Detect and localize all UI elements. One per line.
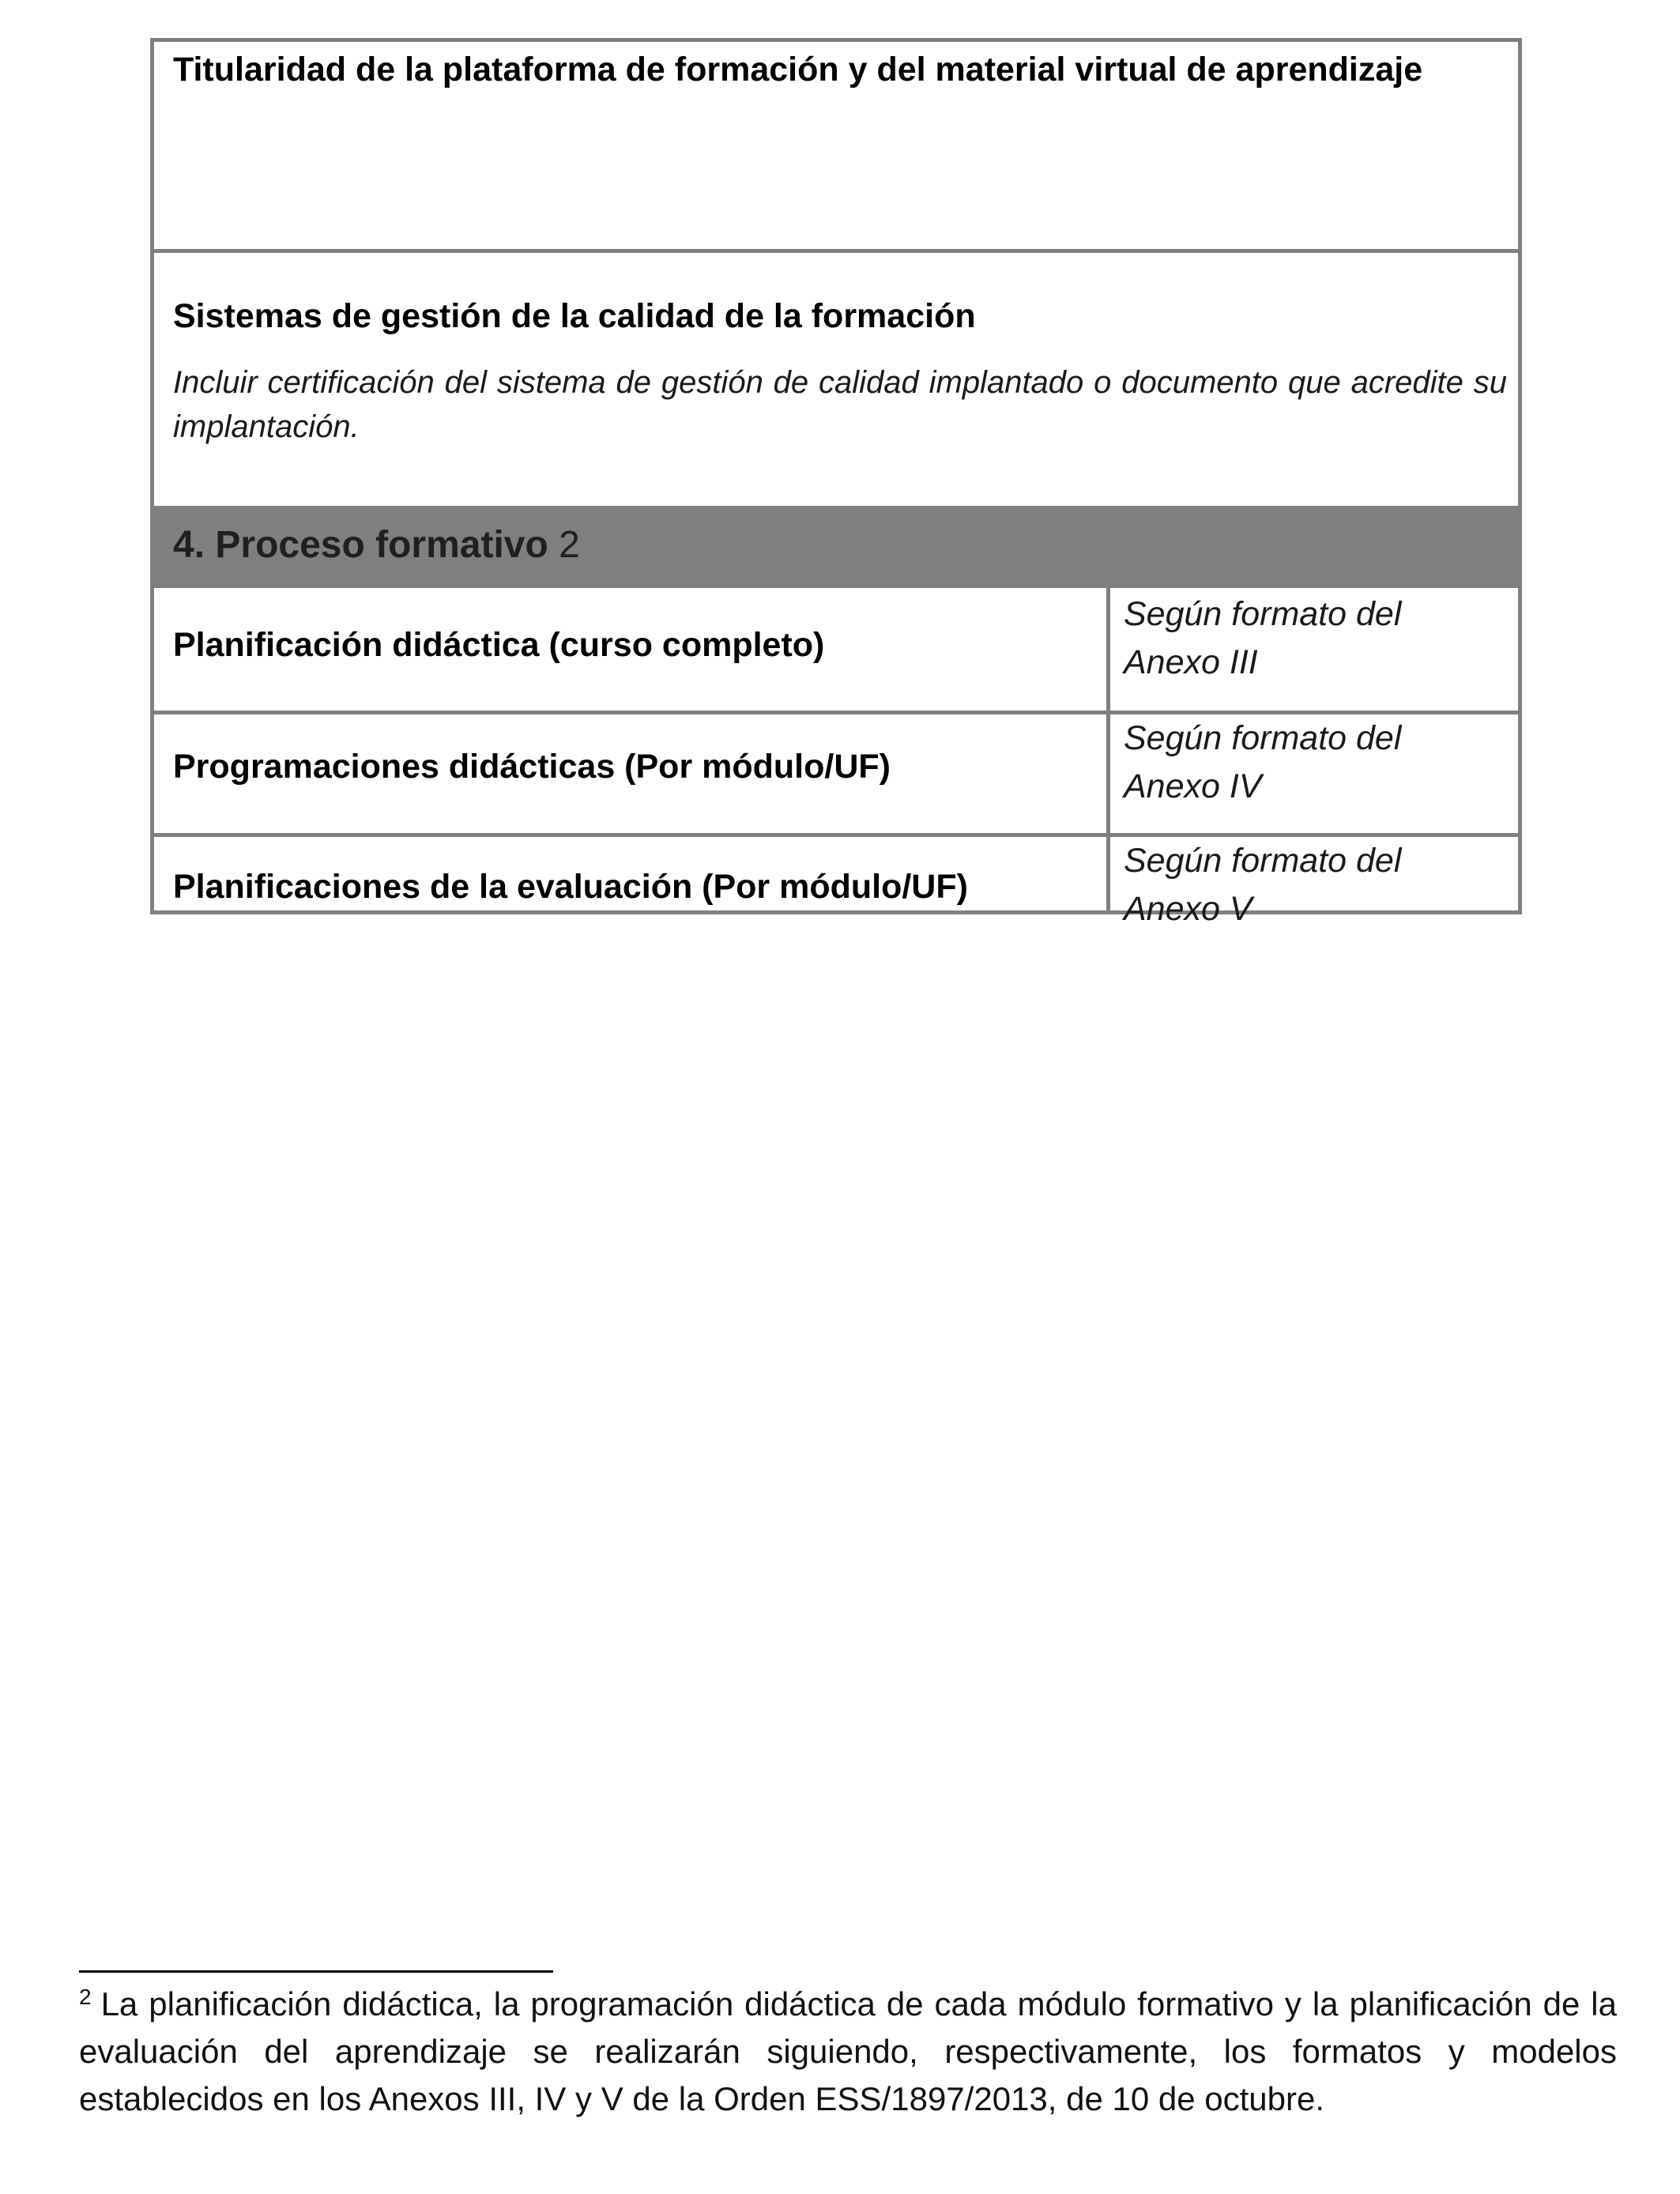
column-divider: [1106, 588, 1110, 711]
titularidad-row: [154, 42, 1518, 253]
section-title-text: 4. Proceso formativo: [173, 524, 548, 566]
section-footnote-ref: 2: [559, 524, 580, 566]
application-form-table: [150, 38, 1522, 928]
footnote: [79, 1981, 1617, 2123]
row-label: Programaciones didácticas (Por módulo/UF): [173, 748, 891, 786]
section-header-proceso-formativo: [154, 506, 1518, 588]
footnote-mark: 2: [79, 1985, 92, 2009]
footnote-text: La planificación didáctica, la programación didáctica de cada módulo formativo y la planificación de la evaluación del aprendizaje se realizarán siguiendo, respectivamente, los formatos y modelos establecidos en los Anexos III, IV y V de la Orden ESS/1897/2013, de 10 de octubre.: [79, 1985, 1617, 2117]
row-value: Según formato del Anexo III: [1124, 595, 1402, 681]
titularidad-label: Titularidad de la plataforma de formación y del material virtual de aprendizaje: [173, 51, 1423, 89]
table-row: [154, 588, 1518, 711]
row-value: Según formato del Anexo IV: [1124, 719, 1402, 805]
column-divider: [1106, 714, 1110, 833]
row-label: Planificaciones de la evaluación (Por módulo/UF): [173, 868, 968, 906]
calidad-label: Sistemas de gestión de la calidad de la formación: [173, 297, 976, 335]
row-label: Planificación didáctica (curso completo): [173, 626, 825, 664]
calidad-row: [154, 253, 1518, 506]
footnote-separator: [79, 1970, 553, 1973]
section-title: [173, 522, 580, 569]
calidad-note: Incluir certificación del sistema de gestión de calidad implantado o documento que acredite su implantación.: [173, 365, 1507, 444]
table-row: [154, 833, 1518, 928]
row-value: Según formato del Anexo V: [1124, 842, 1402, 928]
table-row: [154, 711, 1518, 833]
column-divider: [1106, 837, 1110, 910]
